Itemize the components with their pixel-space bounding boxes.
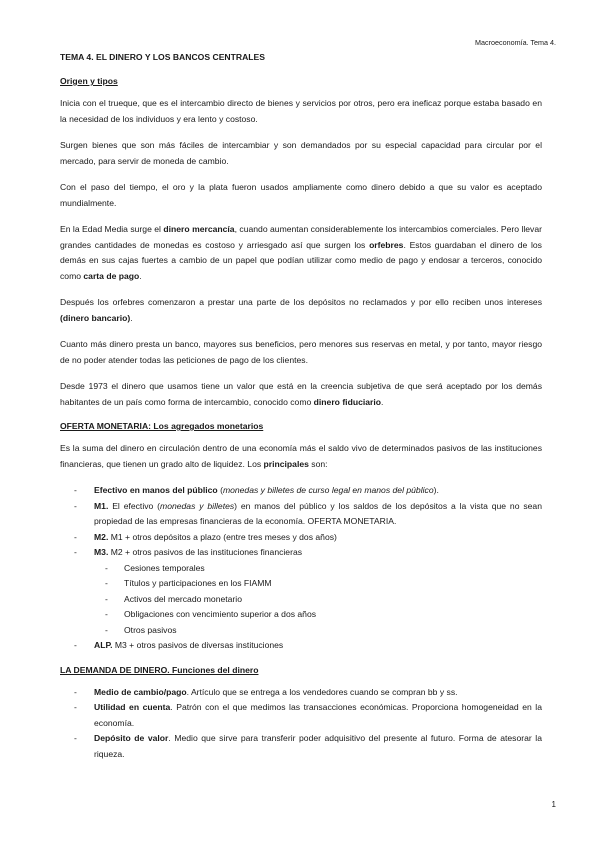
page-number: 1 [551, 800, 556, 809]
text-run: . Patrón con el que medimos las transacciones económicas. Proporciona homogeneidad en la economía. [94, 702, 542, 728]
sublist-item: - Cesiones temporales [94, 561, 542, 577]
sublist-item: - Otros pasivos [94, 623, 542, 639]
text-run: ( [217, 485, 223, 495]
text-run: . [130, 312, 133, 323]
paragraph-riesgo-banco: Cuanto más dinero presta un banco, mayores sus beneficios, pero menores sus reservas en metal, y por tanto, mayor riesgo de no poder atender todas las peticiones de pago de los clientes. [60, 339, 542, 365]
item-term: Depósito de valor [94, 733, 169, 743]
list-item-m3 [60, 545, 542, 638]
text-run: . Medio que sirve para transferir poder adquisitivo del presente al futuro. Forma de atesorar la riqueza. [94, 733, 542, 759]
text-run: . [139, 270, 142, 281]
term-carta-de-pago: carta de pago [83, 270, 140, 281]
sublist-item: - Activos del mercado monetario [94, 592, 542, 608]
item-italic: monedas y billetes de curso legal en manos del público [222, 485, 434, 495]
text-run: . Artículo que se entrega a los vendedores cuando se compran bb y ss. [186, 686, 458, 697]
paragraph-oro-plata: Con el paso del tiempo, el oro y la plata fueron usados ampliamente como dinero debido a que su valor es aceptado mundialmente. [60, 182, 542, 208]
list-item-m1 [60, 499, 542, 530]
list-item-m2 [60, 530, 542, 546]
text-run: Es la suma del dinero en circulación dentro de una economía más el saldo vivo de determinados pasivos de las instituciones financieras, que tienen un grado alto de liquidez. Los [60, 443, 542, 469]
item-term: Efectivo en manos del público [94, 485, 218, 495]
aggregates-list [60, 483, 542, 654]
running-header: Macroeconomía. Tema 4. [475, 38, 556, 47]
sublist-item: - Obligaciones con vencimiento superior a dos años [94, 607, 542, 623]
item-term: M1. [94, 500, 109, 511]
section-heading-supply: OFERTA MONETARIA: Los agregados monetarios [60, 421, 264, 431]
paragraph-supply-intro [60, 441, 542, 472]
document-body [60, 52, 542, 773]
item-term: ALP. [94, 640, 113, 650]
text-run: ) en manos del público y los saldos de los depósitos a la vista que no sean propiedad de las empresas financieras de la economía. OFERTA MONETARIA. [94, 500, 542, 526]
text-run: M3 + otros pasivos de diversas instituciones [112, 640, 284, 650]
text-run: . Estos guardaban el dinero de los demás en sus cajas fuertes a cambio de un papel que podían utilizar como medio de pago y endosar a terceros, conocido como [60, 239, 542, 281]
item-term: Medio de cambio/pago [94, 686, 187, 697]
text-run: ). [433, 485, 439, 495]
sublist-item: - Títulos y participaciones en los FIAMM [94, 576, 542, 592]
list-item-medio-cambio [60, 685, 542, 701]
text-run: , cuando aumentan considerablemente los intercambios comerciales. Pero llevar grandes cantidades de monedas es costoso y arriesgado así que surgen los [60, 224, 542, 250]
item-term: M2. [94, 531, 109, 542]
text-run: En la Edad Media surge el [60, 224, 164, 234]
term-dinero-mercancia: dinero mercancía [163, 224, 235, 234]
text-run: El efectivo ( [108, 500, 161, 511]
paragraph-edad-media [60, 222, 542, 284]
document-title: TEMA 4. EL DINERO Y LOS BANCOS CENTRALES [60, 52, 266, 62]
term-dinero-fiduciario: dinero fiduciario [313, 396, 381, 407]
paragraph-bienes: Surgen bienes que son más fáciles de intercambiar y son demandados por su especial capacidad para circular por el mercado, para servir de moneda de cambio. [60, 140, 542, 166]
list-item-alp [60, 638, 542, 654]
text-run: son: [308, 458, 328, 469]
term-dinero-bancario: (dinero bancario) [60, 312, 131, 323]
item-term: M3. [94, 547, 109, 557]
list-item-deposito-valor [60, 731, 542, 762]
paragraph-trueque: Inicia con el trueque, que es el intercambio directo de bienes y servicios por otros, pero era ineficaz porque estaba basado en la necesidad de los individuos y era lento y costoso. [60, 98, 542, 124]
section-heading-origin: Origen y tipos [60, 76, 118, 86]
paragraph-fiduciario [60, 379, 542, 410]
text-run: . [381, 396, 384, 407]
text-run: Desde 1973 el dinero que usamos tiene un valor que está en la creencia subjetiva de que será aceptado por los demás habitantes de un país como forma de intercambio, conocido como [60, 381, 542, 407]
item-term: Utilidad en cuenta [94, 702, 171, 712]
text-run: M2 + otros pasivos de las instituciones financieras [108, 547, 303, 557]
functions-list [60, 685, 542, 763]
item-italic: monedas y billetes [160, 500, 235, 511]
m3-sublist [94, 561, 542, 639]
list-item-utilidad-cuenta [60, 700, 542, 731]
section-heading-demand: LA DEMANDA DE DINERO. Funciones del dinero [60, 664, 259, 675]
paragraph-orfebres-prestamo [60, 295, 542, 326]
text-run: M1 + otros depósitos a plazo (entre tres meses y dos años) [108, 531, 337, 542]
list-item-efectivo [60, 483, 542, 499]
term-orfebres: orfebres [369, 239, 404, 250]
term-principales: principales [263, 458, 309, 469]
text-run: Después los orfebres comenzaron a prestar una parte de los depósitos no reclamados y por ello reciben unos intereses [60, 297, 542, 307]
